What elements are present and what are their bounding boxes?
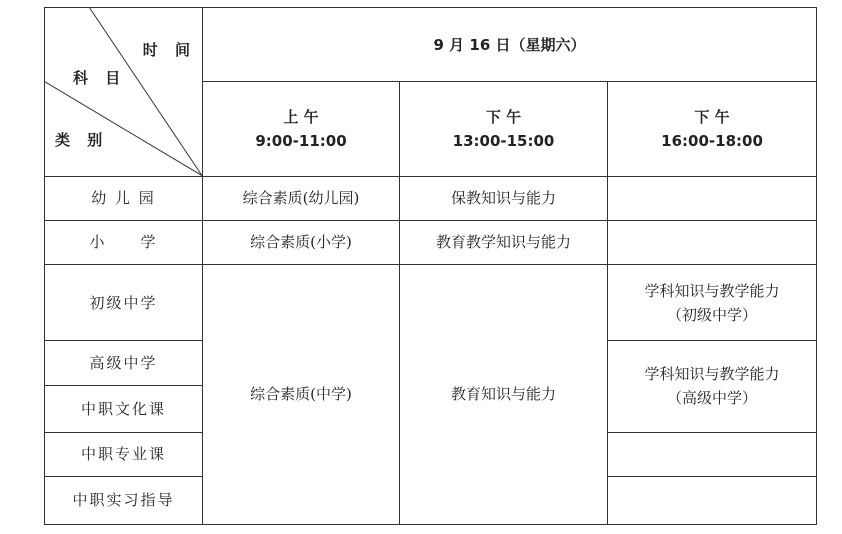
subject-line: 学科知识与教学能力 [644, 365, 780, 384]
table-row [45, 220, 817, 264]
session-time: 13:00-15:00 [452, 131, 555, 150]
corner-subject-label: 科 目 [73, 69, 127, 87]
cell-vocational-internship-pm2 [608, 476, 817, 524]
session-period: 上 午 [283, 107, 319, 126]
table-row [45, 264, 817, 340]
subject-line: 学科知识与教学能力 [644, 281, 780, 300]
cell-kindergarten-pm2 [608, 176, 817, 220]
row-label-kindergarten: 幼 儿 园 [45, 176, 203, 220]
row-label-primary: 小 学 [45, 220, 203, 264]
cell-kindergarten-pm1: 保教知识与能力 [400, 176, 608, 220]
session-header-afternoon-1 [400, 82, 608, 176]
cell-senior-high-pm2 [608, 341, 817, 432]
row-label-vocational-major: 中职专业课 [45, 432, 203, 476]
cell-middle-pm1: 教育知识与能力 [400, 264, 608, 524]
session-period: 下 午 [485, 107, 522, 126]
date-header: 9 月 16 日（星期六） [203, 8, 817, 82]
session-period: 下 午 [694, 107, 730, 126]
cell-kindergarten-am: 综合素质(幼儿园) [203, 176, 400, 220]
subject-note: （初级中学） [667, 305, 758, 324]
exam-schedule-table [44, 7, 817, 525]
session-header-morning [203, 82, 400, 176]
session-time: 16:00-18:00 [661, 131, 763, 150]
cell-primary-am: 综合素质(小学) [203, 220, 400, 264]
row-label-vocational-culture: 中职文化课 [45, 386, 203, 432]
row-label-junior-high: 初级中学 [45, 264, 203, 340]
session-time: 9:00-11:00 [255, 131, 347, 150]
cell-primary-pm1: 教育教学知识与能力 [400, 220, 608, 264]
session-header-afternoon-2 [608, 82, 817, 176]
table-row [45, 176, 817, 220]
cell-junior-high-pm2 [608, 264, 817, 340]
row-label-senior-high: 高级中学 [45, 341, 203, 386]
corner-time-label: 时 间 [142, 41, 196, 59]
corner-category-label: 类 别 [55, 131, 109, 149]
row-label-vocational-internship: 中职实习指导 [45, 476, 203, 524]
cell-primary-pm2 [608, 220, 817, 264]
header-corner-cell [45, 8, 203, 177]
cell-vocational-major-pm2 [608, 432, 817, 476]
subject-note: （高级中学） [667, 389, 758, 408]
cell-middle-am: 综合素质(中学) [203, 264, 400, 524]
